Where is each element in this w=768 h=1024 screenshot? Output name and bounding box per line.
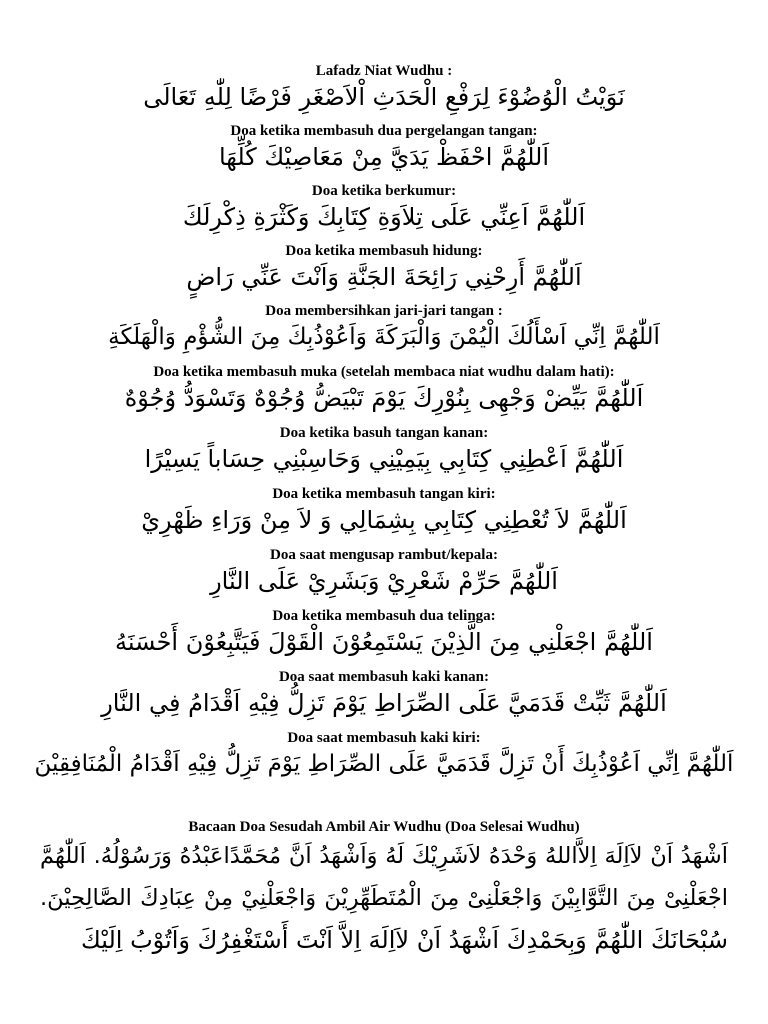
arabic-niat-wudhu: نَوَيْتُ الْوُضُوْءَ لِرَفْعِ الْحَدَثِ اْلاَصْغَرِ فَرْضًا لِلّٰهِ تَعَالَى: [143, 83, 625, 111]
section-title-dua-telinga: Doa ketika membasuh dua telinga:: [272, 608, 496, 624]
arabic-berkumur: اَللّٰهُمَّ اَعِنِّي عَلَى تِلاَوَةِ كِتَابِكَ وَكَثْرَةِ ذِكْرِلَكَ: [182, 203, 586, 231]
section-title-kaki-kanan: Doa saat membasuh kaki kanan:: [278, 669, 490, 685]
arabic-kaki-kanan: اَللّٰهُمَّ ثَبِّتْ قَدَمَيَّ عَلَى الصِّرَاطِ يَوْمَ تَزِلُّ فِيْهِ اَقْدَامُ فِي النَّارِ: [101, 689, 667, 717]
arabic-muka: اَللّٰهُمَّ بَيِّضْ وَجْهِى بِنُوْرِكَ يَوْمَ تَبْيَضُّ وُجُوْهٌ وَتَسْوَدُّ وُجُوْهٌ: [124, 384, 644, 412]
section-title-tangan-kiri: Doa ketika membasuh tangan kiri:: [272, 486, 496, 502]
arabic-hidung: اَللّٰهُمَّ أَرِحْنِي رَائِحَةَ الجَنَّةِ وَاَنْتَ عَنِّي رَاضٍ: [186, 263, 582, 291]
section-title-kaki-kiri: Doa saat membasuh kaki kiri:: [287, 730, 481, 746]
arabic-dua-telinga: اَللّٰهُمَّ اجْعَلْنِي مِنَ الَّذِيْنَ يَسْتَمِعُوْنَ الْقَوْلَ فَيَتَّبِعُوْنَ أَحْسَنَهُ: [115, 628, 653, 656]
section-title-niat-wudhu: Lafadz Niat Wudhu :: [315, 63, 453, 79]
section-title-berkumur: Doa ketika berkumur:: [311, 183, 457, 199]
arabic-pergelangan-tangan: اَللّٰهُمَّ احْفَظْ يَدَيَّ مِنْ مَعَاصِيْكَ كُلِّهَا: [218, 143, 550, 171]
closing-line-1: اَشْهَدُ اَنْ لاَاِلَهَ اِلاَّاللهُ وَحْدَهُ لاَشَرِيْكَ لَهُ وَاَشْهَدُ اَنَّ مُحَمَّدًاعَبْدُهُ وَرَسُوْلُهُ. اَللّٰهُمَّ: [40, 843, 728, 869]
arabic-tangan-kanan: اَللّٰهُمَّ اَعْطِنِي كِتَابِي بِيَمِيْنِي وَحَاسِبْنِي حِسَاباً يَسِيْرًا: [144, 445, 624, 473]
section-title-jari-jari: Doa membersihkan jari-jari tangan :: [265, 303, 503, 319]
section-title-rambut-kepala: Doa saat mengusap rambut/kepala:: [270, 547, 498, 563]
closing-line-2: اجْعَلْنِىْ مِنَ التَّوَّابِيْنَ وَاجْعَلْنِىْ مِنَ الْمُتَطَهِّرِيْنَ وَاجْعَلْنِيْ مِنْ عِبَادِكَ الصَّالِحِيْنَ.: [40, 885, 728, 911]
closing-line-3: سُبْحَانَكَ اللّٰهُمَّ وَبِحَمْدِكَ اَشْهَدُ اَنْ لاَاِلَهَ اِلاَّ اَنْتَ أَسْتَغْفِرُكَ وَاَتُوْبُ اِلَيْكَ: [80, 926, 728, 954]
section-title-hidung: Doa ketika membasuh hidung:: [285, 243, 483, 259]
section-title-muka: Doa ketika membasuh muka (setelah membaca niat wudhu dalam hati):: [153, 364, 615, 380]
closing-title: Bacaan Doa Sesudah Ambil Air Wudhu (Doa Selesai Wudhu): [188, 819, 580, 835]
arabic-kaki-kiri: اَللّٰهُمَّ اِنِّي اَعُوْذُبِكَ أَنْ تَزِلَّ قَدَمَيَّ عَلَى الصِّرَاطِ يَوْمَ تَزِلُّ فِيْهِ اَقْدَامُ الْمُنَافِقِيْنَ: [34, 751, 734, 777]
arabic-tangan-kiri: اَللّٰهُمَّ لاَ تُعْطِنِي كِتَابِي بِشِمَالِي وَ لاَ مِنْ وَرَاءِ ظَهْرِيْ: [141, 506, 627, 534]
arabic-jari-jari: اَللّٰهُمَّ اِنِّي اَسْأَلُكَ الْيُمْنَ وَالْبَرَكَةَ وَاَعُوْذُبِكَ مِنَ الشُّؤْمِ وَالْهَلَكَةِ: [108, 324, 660, 350]
section-title-pergelangan-tangan: Doa ketika membasuh dua pergelangan tangan:: [230, 123, 538, 139]
section-title-tangan-kanan: Doa ketika basuh tangan kanan:: [279, 425, 489, 441]
arabic-rambut-kepala: اَللّٰهُمَّ حَرِّمْ شَعْرِيْ وَبَشَرِيْ عَلَى النَّارِ: [210, 567, 558, 595]
